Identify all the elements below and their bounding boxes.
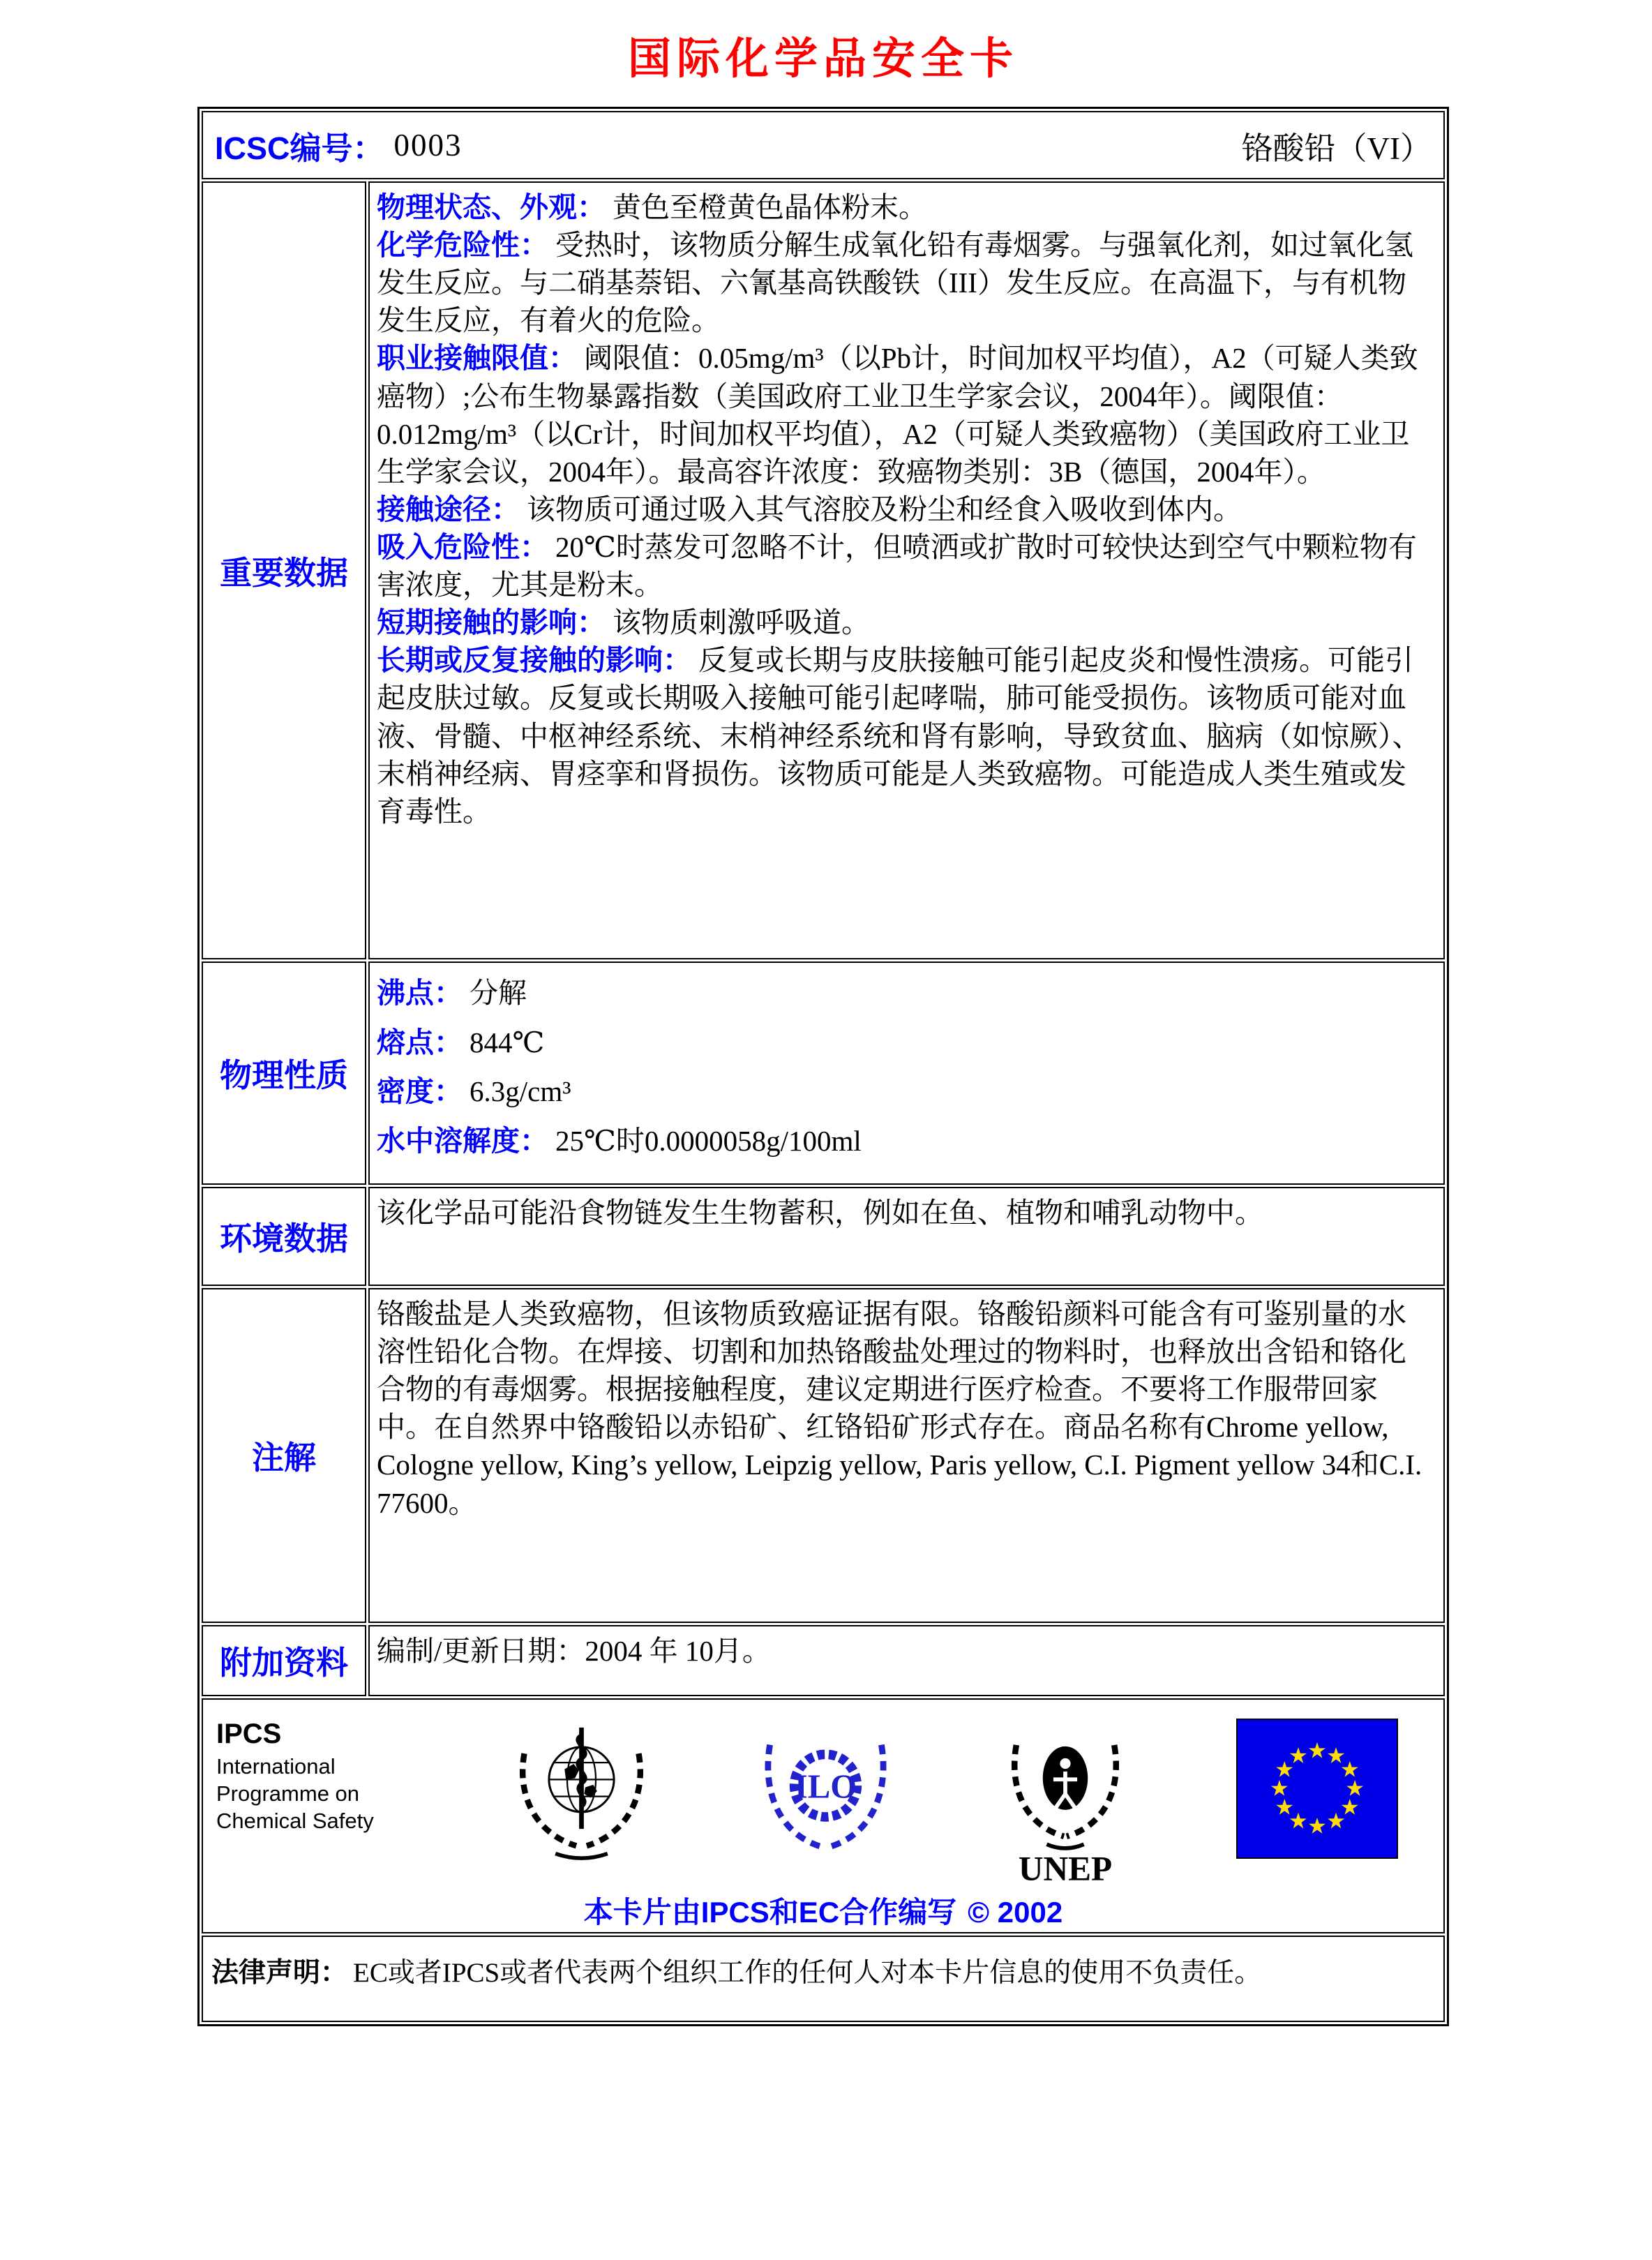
- ipcs-block: [216, 1719, 405, 1834]
- environmental-data-text: 该化学品可能沿食物链发生生物蓄积，例如在鱼、植物和哺乳动物中。: [377, 1197, 1263, 1229]
- term-physical-state-appearance: 物理状态、外观：: [377, 191, 606, 223]
- section-label-important-data: 重要数据: [202, 181, 366, 959]
- legal-text: EC或者IPCS或者代表两个组织工作的任何人对本卡片信息的使用不负责任。: [353, 1958, 1262, 1988]
- term-occupational-exposure-limits: 职业接触限值：: [377, 342, 577, 375]
- ipcs-full-name: International Programme on Chemical Safety: [216, 1754, 374, 1833]
- icsc-page: [197, 24, 1449, 2026]
- term-boiling-point: 沸点：: [377, 977, 463, 1009]
- ilo-logo-icon: [758, 1719, 894, 1858]
- notes-content: [368, 1288, 1445, 1623]
- desc-physical-state-appearance: 黄色至橙黄色晶体粉末。: [613, 191, 927, 223]
- desc-short-term-effects: 该物质刺激呼吸道。: [613, 606, 870, 639]
- term-melting-point: 熔点：: [377, 1026, 463, 1058]
- header-row: [202, 111, 1445, 179]
- legal-row: [202, 1936, 1445, 2022]
- legal-label: 法律声明：: [211, 1958, 348, 1988]
- who-emblem-icon: [510, 1719, 653, 1866]
- card-header: [204, 113, 1443, 177]
- footer-row: [202, 1698, 1445, 1933]
- section-row-environmental-data: [202, 1187, 1445, 1286]
- item-short-term-effects: [377, 604, 1434, 641]
- ilo-logo-text: ILO: [794, 1767, 857, 1806]
- section-row-notes: [202, 1288, 1445, 1623]
- term-density: 密度：: [377, 1075, 463, 1108]
- term-routes-of-exposure: 接触途径：: [377, 493, 520, 525]
- physical-properties-content: [368, 961, 1445, 1185]
- desc-boiling-point: 分解: [470, 977, 527, 1009]
- footer-caption-line: [204, 1889, 1443, 1931]
- item-water-solubility: [377, 1116, 1434, 1166]
- item-occupational-exposure-limits: [377, 339, 1434, 490]
- environmental-data-content: [368, 1187, 1445, 1286]
- important-data-content: [368, 181, 1445, 959]
- desc-long-term-effects: 反复或长期与皮肤接触可能引起皮炎和慢性溃疡。可能引起皮肤过敏。反复或长期吸入接触可能引起哮喘，肺可能受损伤。该物质可能对血液、骨髓、中枢神经系统、末梢神经系统和肾有影响，导致贫血、脑病（如惊厥）、末梢神经病、胃痉挛和肾损伤。该物质可能是人类致癌物。可能造成人类生殖或发育毒性。: [377, 644, 1421, 828]
- notes-text: 铬酸盐是人类致癌物，但该物质致癌证据有限。铬酸铅颜料可能含有可鉴别量的水溶性铅化合物。在焊接、切割和加热铬酸盐处理过的物料时，也释放出含铅和铬化合物的有毒烟雾。根据接触程度，建议定期进行医疗检查。不要将工作服带回家中。在自然界中铬酸铅以赤铅矿、红铬铅矿形式存在。商品名称有Chrome yellow, Cologne yellow, King’s yellow, Leipzig yellow, Paris yellow, C.I. Pigment yellow 34和C.I. 77600。: [377, 1298, 1422, 1519]
- desc-density: 6.3g/cm³: [470, 1075, 571, 1108]
- term-chemical-dangers: 化学危险性：: [377, 229, 548, 262]
- section-row-important-data: [202, 181, 1445, 959]
- term-inhalation-risk: 吸入危险性：: [377, 530, 548, 563]
- desc-melting-point: 844℃: [470, 1026, 545, 1058]
- footer-logos: [204, 1700, 1443, 1885]
- item-density: [377, 1067, 1434, 1116]
- legal-content: [202, 1936, 1445, 2022]
- unep-logo-text: UNEP: [1018, 1849, 1112, 1885]
- section-label-additional-info: 附加资料: [202, 1625, 366, 1696]
- section-row-additional-info: [202, 1625, 1445, 1696]
- term-water-solubility: 水中溶解度：: [377, 1124, 548, 1157]
- icsc-card-table: [197, 107, 1449, 2026]
- unep-logo-icon: [999, 1719, 1132, 1885]
- footer-caption: 本卡片由IPCS和EC合作编写: [583, 1896, 957, 1929]
- icsc-number-value: 0003: [393, 128, 463, 163]
- section-label-physical-properties: 物理性质: [202, 961, 366, 1185]
- additional-info-text: 编制/更新日期：2004 年 10月。: [377, 1635, 771, 1667]
- item-chemical-dangers: [377, 226, 1434, 339]
- item-boiling-point: [377, 968, 1434, 1018]
- footer-copyright: © 2002: [968, 1896, 1063, 1929]
- desc-occupational-exposure-limits: 阈限值：0.05mg/m³（以Pb计，时间加权平均值），A2（可疑人类致癌物）;公布生物暴露指数（美国政府工业卫生学家会议，2004年）。阈限值：0.012mg/m³（以Cr计，时间加权平均值），A2（可疑人类致癌物）（美国政府工业卫生学家会议，2004年）。最高容许浓度：致癌物类别：3B（德国，2004年）。: [377, 342, 1418, 488]
- desc-inhalation-risk: 20℃时蒸发可忽略不计，但喷洒或扩散时可较快达到空气中颗粒物有害浓度，尤其是粉末。: [377, 530, 1417, 601]
- desc-water-solubility: 25℃时0.0000058g/100ml: [555, 1124, 862, 1157]
- item-routes-of-exposure: [377, 491, 1434, 528]
- chemical-name: 铬酸铅（VI）: [1241, 130, 1432, 166]
- ipcs-acronym: IPCS: [216, 1719, 282, 1749]
- item-long-term-effects: [377, 641, 1434, 830]
- item-melting-point: [377, 1018, 1434, 1068]
- page-title: 国际化学品安全卡: [627, 33, 1019, 84]
- item-physical-state: [377, 188, 1434, 226]
- item-inhalation-risk: [377, 528, 1434, 604]
- additional-info-content: [368, 1625, 1445, 1696]
- desc-chemical-dangers: 受热时，该物质分解生成氧化铅有毒烟雾。与强氧化剂，如过氧化氢发生反应。与二硝基萘铝、六氰基高铁酸铁（III）发生反应。在高温下，与有机物发生反应，有着火的危险。: [377, 229, 1413, 337]
- section-label-environmental-data: 环境数据: [202, 1187, 366, 1286]
- term-long-term-effects: 长期或反复接触的影响：: [377, 644, 691, 677]
- section-label-notes: 注解: [202, 1288, 366, 1623]
- desc-routes-of-exposure: 该物质可通过吸入其气溶胶及粉尘和经食入吸收到体内。: [527, 493, 1242, 525]
- section-row-physical-properties: [202, 961, 1445, 1185]
- icsc-number-label: ICSC编号：: [215, 130, 384, 166]
- eu-flag-icon: [1236, 1719, 1398, 1859]
- term-short-term-effects: 短期接触的影响：: [377, 606, 606, 639]
